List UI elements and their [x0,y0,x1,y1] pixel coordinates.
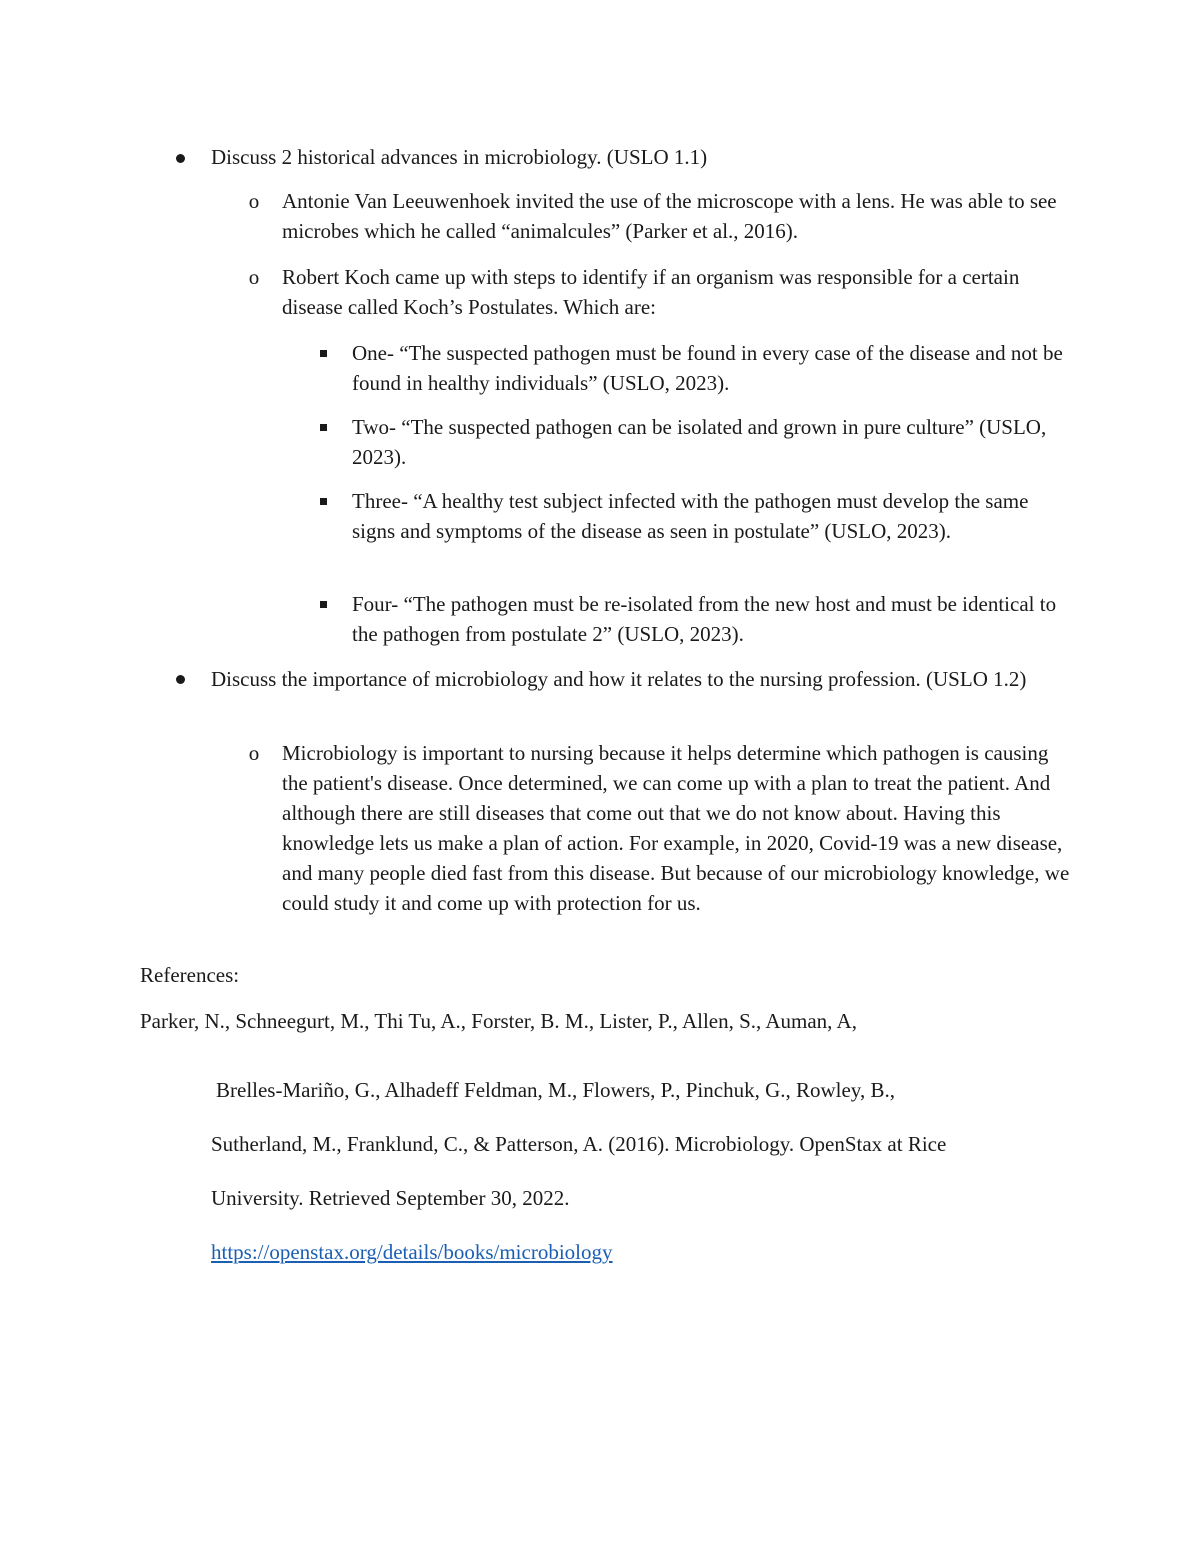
outline-item-historical-advances: Discuss 2 historical advances in microbiology. (USLO 1.1) [211,145,708,169]
square-bullet-icon [316,589,330,619]
reference-line-2: Brelles-Mariño, G., Alhadeff Feldman, M., Flowers, P., Pinchuk, G., Rowley, B., [216,1078,895,1102]
hollow-bullet-icon: o [248,189,260,213]
outline-subitem-leeuwenhoek: Antonie Van Leeuwenhoek invited the use of the microscope with a lens. He was able to see microbes which he called “animalcules” (Parker et al., 2016). [282,189,1057,243]
postulate-four: Four- “The pathogen must be re-isolated from the new host and must be identical to the pathogen from postulate 2” (USLO, 2023). [352,592,1057,646]
square-bullet-icon [316,412,330,442]
outline-subitem-koch: Robert Koch came up with steps to identify if an organism was responsible for a certain disease called Koch’s Postulates. Which are: [282,265,1020,319]
postulate-two: Two- “The suspected pathogen can be isolated and grown in pure culture” (USLO, 2023). [352,415,1047,469]
outline-item-nursing-importance: Discuss the importance of microbiology and how it relates to the nursing profession. (USLO 1.2) [211,667,1027,691]
hollow-bullet-icon: o [248,265,260,289]
square-bullet-icon [316,338,330,368]
filled-bullet-icon [172,664,188,694]
square-bullet-icon [316,486,330,516]
reference-line-1: Parker, N., Schneegurt, M., Thi Tu, A., Forster, B. M., Lister, P., Allen, S., Auman, A, [140,1009,857,1033]
outline-subitem-nursing-explanation: Microbiology is important to nursing because it helps determine which pathogen is causing the patient's disease. Once determined, we can come up with a plan to treat the patient. And although there are still diseases that come out that we do not know about. Having this knowledge lets us make a plan of action. For example, in 2020, Covid-19 was a new disease, and many people died fast from this disease. But because of our microbiology knowledge, we could study it and come up with protection for us. [282,741,1070,915]
postulate-one: One- “The suspected pathogen must be found in every case of the disease and not be found in healthy individuals” (USLO, 2023). [352,341,1063,395]
reference-line-3: Sutherland, M., Franklund, C., & Patterson, A. (2016). Microbiology. OpenStax at Rice [211,1132,947,1156]
reference-url-link[interactable]: https://openstax.org/details/books/microbiology [211,1240,613,1264]
hollow-bullet-icon: o [248,741,260,765]
references-heading: References: [140,963,240,987]
filled-bullet-icon [172,143,188,173]
postulate-three: Three- “A healthy test subject infected with the pathogen must develop the same signs and symptoms of the disease as seen in postulate” (USLO, 2023). [352,489,1029,543]
reference-line-4: University. Retrieved September 30, 2022. [211,1186,570,1210]
